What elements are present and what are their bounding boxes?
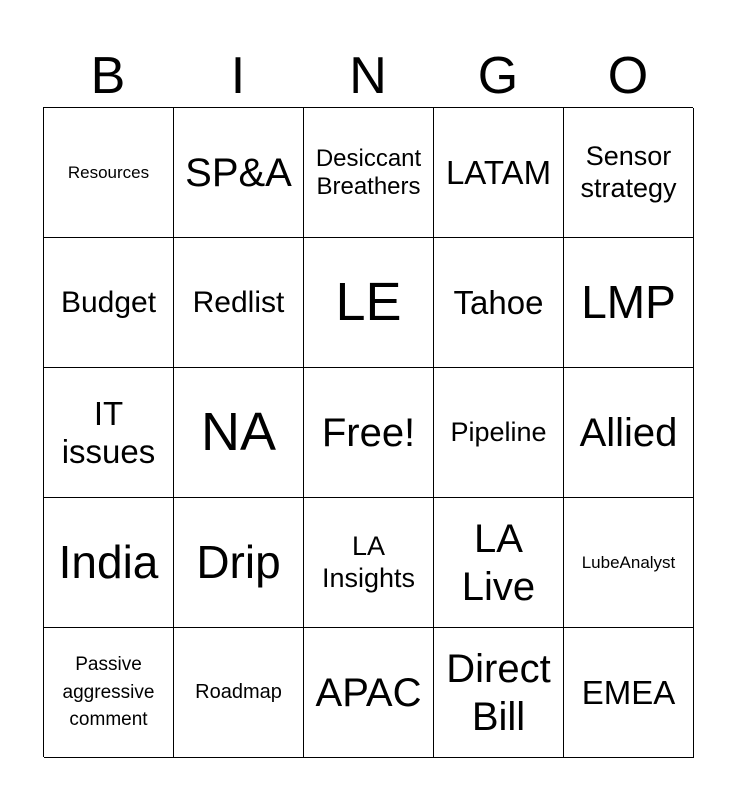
bingo-cell[interactable]: Allied [564, 368, 694, 498]
bingo-cell[interactable]: Desiccant Breathers [304, 108, 434, 238]
bingo-cell[interactable]: LA Live [434, 498, 564, 628]
bingo-cell[interactable]: EMEA [564, 628, 694, 758]
bingo-cell[interactable]: Redlist [174, 238, 304, 368]
header-letter-b: B [90, 47, 126, 105]
bingo-cell[interactable]: LE [304, 238, 434, 368]
bingo-cell[interactable]: Tahoe [434, 238, 564, 368]
header-letter-n: N [349, 47, 387, 105]
bingo-cell[interactable]: Pipeline [434, 368, 564, 498]
bingo-cell[interactable]: Roadmap [174, 628, 304, 758]
bingo-cell[interactable]: Direct Bill [434, 628, 564, 758]
bingo-cell[interactable]: Passive aggressive comment [44, 628, 174, 758]
bingo-cell[interactable]: APAC [304, 628, 434, 758]
header-letter-o: O [607, 47, 649, 105]
header-letter-i: I [230, 47, 246, 105]
bingo-cell[interactable]: Resources [44, 108, 174, 238]
bingo-board [43, 107, 693, 757]
bingo-cell[interactable]: LubeAnalyst [564, 498, 694, 628]
bingo-cell[interactable]: IT issues [44, 368, 174, 498]
header-letter-g: G [477, 47, 519, 105]
bingo-cell[interactable]: Free! [304, 368, 434, 498]
bingo-header [43, 44, 693, 108]
bingo-cell[interactable]: Drip [174, 498, 304, 628]
bingo-cell[interactable]: LA Insights [304, 498, 434, 628]
bingo-cell[interactable]: India [44, 498, 174, 628]
bingo-cell[interactable]: SP&A [174, 108, 304, 238]
bingo-cell[interactable]: LMP [564, 238, 694, 368]
bingo-cell[interactable]: Budget [44, 238, 174, 368]
bingo-cell[interactable]: LATAM [434, 108, 564, 238]
bingo-cell[interactable]: NA [174, 368, 304, 498]
bingo-cell[interactable]: Sensor strategy [564, 108, 694, 238]
